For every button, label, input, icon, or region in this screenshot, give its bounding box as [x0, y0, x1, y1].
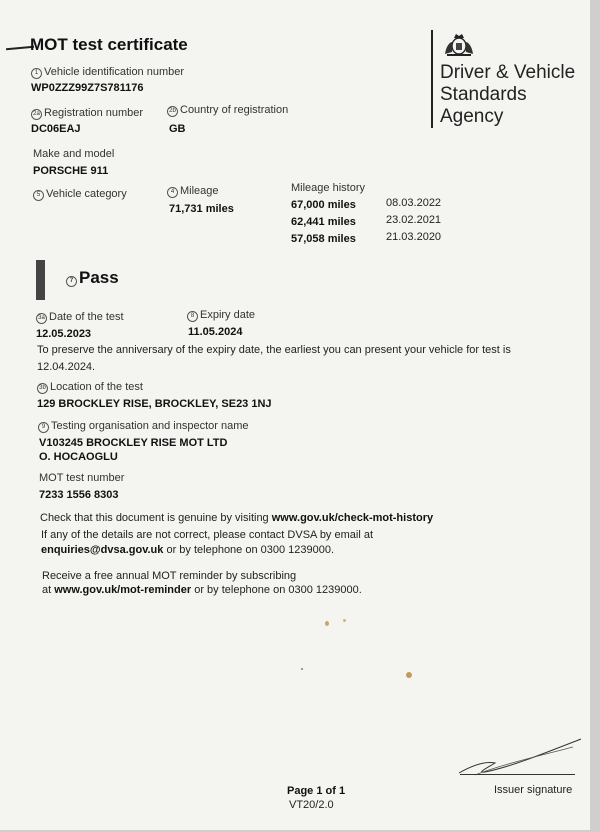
agency-name-line1: Driver & Vehicle: [440, 62, 576, 83]
field-number-badge: 9: [38, 422, 49, 433]
field-number-badge: 1: [31, 68, 42, 79]
registration-label: 2a Registration number: [31, 107, 143, 120]
anniversary-note-line1: To preserve the anniversary of the expiry date, the earliest you can present your vehicle for test is: [37, 344, 511, 356]
contact-note-line2: enquiries@dvsa.gov.uk or by telephone on 0300 1239000.: [41, 544, 335, 556]
mileage-history-miles-1: 67,000 miles: [291, 199, 356, 211]
mileage-history-label: Mileage history: [291, 182, 365, 194]
field-number-badge: 3b: [37, 383, 48, 394]
mileage-history-miles-3: 57,058 miles: [291, 233, 356, 245]
genuine-check-note: Check that this document is genuine by visiting www.gov.uk/check-mot-history: [40, 512, 434, 524]
anniversary-note-line2: 12.04.2024.: [37, 361, 96, 373]
field-number-badge: 7: [66, 276, 77, 287]
signature-line: [460, 774, 575, 775]
paper-speck: [343, 619, 346, 622]
paper-speck: [301, 668, 303, 670]
check-mot-history-link[interactable]: www.gov.uk/check-mot-history: [271, 512, 434, 524]
royal-crest-icon: [441, 30, 477, 58]
testing-org-value: V103245 BROCKLEY RISE MOT LTD: [39, 437, 228, 449]
contact-note-line1: If any of the details are not correct, please contact DVSA by email at: [41, 529, 374, 541]
location-label: 3b Location of the test: [37, 381, 143, 394]
test-number-label: MOT test number: [39, 472, 125, 484]
mileage-history-miles-2: 62,441 miles: [291, 216, 356, 228]
agency-name-line2: Standards: [440, 84, 527, 105]
vehicle-category-label: 5 Vehicle category: [33, 188, 127, 201]
test-date-value: 12.05.2023: [36, 328, 92, 340]
mileage-label: 4 Mileage: [167, 185, 219, 198]
vin-value: WP0ZZZ99Z7S781176: [31, 82, 144, 94]
mileage-history-date-1: 08.03.2022: [386, 197, 442, 209]
reminder-note-line2: at www.gov.uk/mot-reminder or by telephone on 0300 1239000.: [42, 584, 362, 596]
make-model-value: PORSCHE 911: [33, 165, 109, 177]
field-number-badge: 5: [33, 190, 44, 201]
vin-label: 1 Vehicle identification number: [31, 66, 184, 79]
field-number-badge: 3a: [36, 313, 47, 324]
form-number: VT20/2.0: [289, 799, 334, 811]
mileage-history-date-3: 21.03.2020: [386, 231, 442, 243]
page-title: MOT test certificate: [30, 35, 188, 54]
mot-reminder-link[interactable]: www.gov.uk/mot-reminder: [54, 584, 192, 596]
inspector-name: O. HOCAOGLU: [39, 451, 118, 463]
field-number-badge: 2b: [167, 106, 178, 117]
country-label: 2b Country of registration: [167, 104, 288, 117]
paper-speck: [406, 672, 412, 678]
page-number: Page 1 of 1: [287, 785, 346, 797]
test-result: 7 Pass: [66, 268, 119, 288]
result-bar: [36, 260, 45, 300]
field-number-badge: 4: [167, 187, 178, 198]
test-date-label: 3a Date of the test: [36, 311, 124, 324]
paper-speck: [325, 621, 329, 626]
country-value: GB: [169, 123, 186, 135]
dvsa-email-link[interactable]: enquiries@dvsa.gov.uk: [41, 544, 164, 556]
agency-logo-bar: [431, 30, 433, 128]
registration-value: DC06EAJ: [31, 123, 81, 135]
mileage-history-date-2: 23.02.2021: [386, 214, 442, 226]
testing-org-label: 9 Testing organisation and inspector name: [38, 420, 249, 433]
location-value: 129 BROCKLEY RISE, BROCKLEY, SE23 1NJ: [37, 398, 272, 410]
expiry-date-value: 11.05.2024: [188, 326, 243, 338]
issuer-signature-label: Issuer signature: [494, 784, 573, 796]
mileage-value: 71,731 miles: [169, 203, 234, 215]
make-model-label: Make and model: [33, 148, 115, 160]
field-number-badge: 8: [187, 311, 198, 322]
expiry-date-label: 8 Expiry date: [187, 309, 255, 322]
reminder-note-line1: Receive a free annual MOT reminder by subscribing: [42, 570, 297, 582]
agency-name-line3: Agency: [440, 106, 504, 127]
field-number-badge: 2a: [31, 109, 42, 120]
test-number-value: 7233 1556 8303: [39, 489, 119, 501]
